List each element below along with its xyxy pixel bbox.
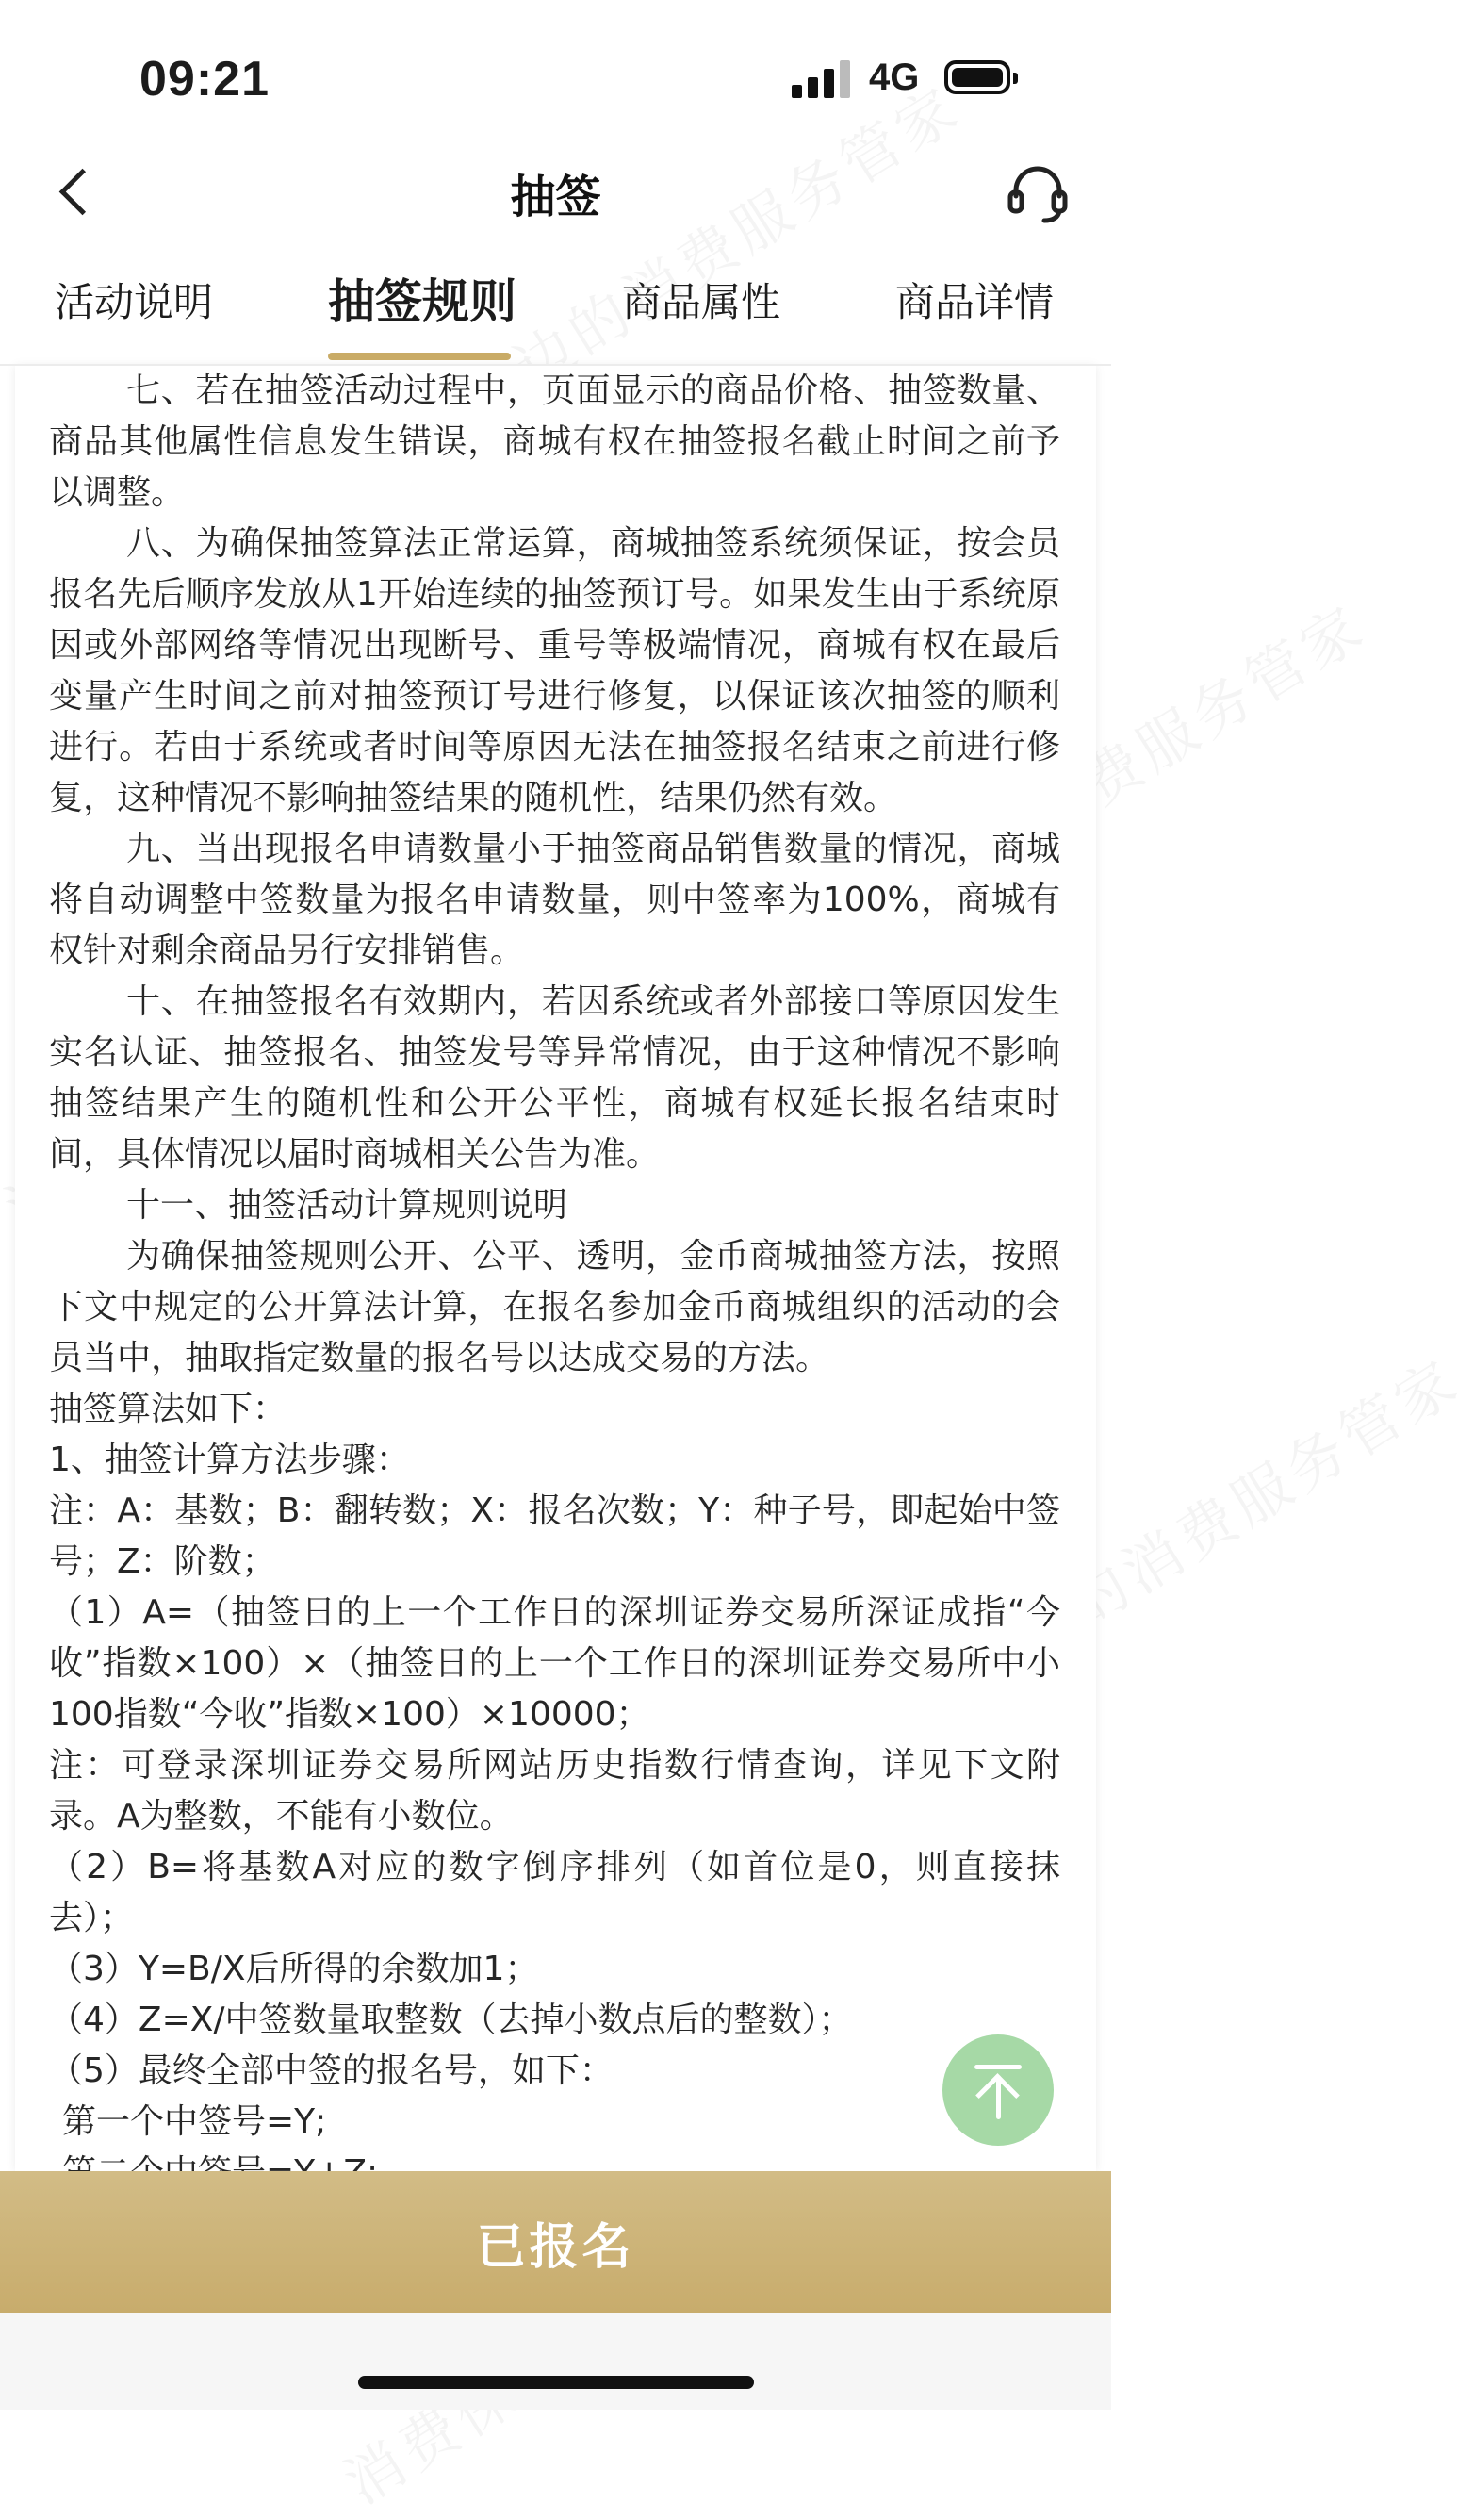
headset-icon xyxy=(1003,158,1073,228)
step1-heading: 1、抽签计算方法步骤： xyxy=(49,1441,410,1479)
rule-paragraph-7: 七、若在抽签活动过程中，页面显示的商品价格、抽签数量、商品其他属性信息发生错误，商城有权在抽签报名截止时间之前予以调整。 xyxy=(49,371,1060,512)
rule-paragraph-9: 九、当出现报名申请数量小于抽签商品销售数量的情况，商城将自动调整中签数量为报名申请数量，则中签率为100%，商城有权针对剩余商品另行安排销售。 xyxy=(49,830,1060,970)
tab-activity-description[interactable]: 活动说明 xyxy=(55,279,214,325)
navigation-bar xyxy=(0,141,1111,236)
tab-product-attributes[interactable]: 商品属性 xyxy=(622,279,781,325)
formula-5: （5）最终全部中签的报名号，如下： xyxy=(49,2051,614,2090)
cellular-signal-icon xyxy=(792,60,850,98)
active-tab-indicator xyxy=(328,353,511,360)
formula-2: （2）B=将基数A对应的数字倒序排列（如首位是0，则直接抹去）； xyxy=(49,1848,1060,1937)
algorithm-heading: 抽签算法如下： xyxy=(49,1390,287,1428)
tab-lottery-rules[interactable]: 抽签规则 xyxy=(328,274,516,329)
formula-1: （1）A=（抽签日的上一个工作日的深圳证券交易所深证成指“今收”指数×100）×（抽签日的上一个工作日的深圳证券交易所中小100指数“今收”指数×100）×10000； xyxy=(49,1593,1060,1734)
home-indicator[interactable] xyxy=(358,2376,754,2389)
variables-note: 注：A：基数；B：翻转数；X：报名次数；Y：种子号，即起始中签号；Z：阶数； xyxy=(49,1491,1060,1581)
registered-button-label: 已报名 xyxy=(476,2218,635,2276)
rule-paragraph-12: 为确保抽签规则公开、公平、透明，金币商城抽签方法，按照下文中规定的公开算法计算，在报名参加金币商城组织的活动的会员当中，抽取指定数量的报名号以达成交易的方法。 xyxy=(49,1237,1060,1377)
rule-paragraph-8: 八、为确保抽签算法正常运算，商城抽签系统须保证，按会员报名先后顺序发放从1开始连续的抽签预订号。如果发生由于系统原因或外部网络等情况出现断号、重号等极端情况，商城有权在最后变量产生时间之前对抽签预订号进行修复，以保证该次抽签的顺利进行。若由于系统或者时间等原因无法在抽签报名结束之前进行修复，这种情况不影响抽签结果的随机性，结果仍然有效。 xyxy=(49,524,1060,817)
formula-4: （4）Z=X/中签数量取整数（去掉小数点后的整数）； xyxy=(49,2001,853,2039)
index-note: 注：可登录深圳证券交易所网站历史指数行情查询，详见下文附录。A为整数，不能有小数位。 xyxy=(49,1746,1060,1836)
battery-icon xyxy=(944,60,1010,94)
rule-paragraph-11: 十一、抽签活动计算规则说明 xyxy=(126,1186,568,1225)
back-to-top-button[interactable] xyxy=(942,2034,1054,2146)
tab-bar xyxy=(0,262,1111,366)
status-time: 09:21 xyxy=(139,52,270,107)
customer-service-button[interactable] xyxy=(1003,158,1073,228)
winning-number-1: 第一个中签号=Y; xyxy=(62,2102,327,2141)
network-type: 4G xyxy=(869,57,920,98)
rules-content-panel[interactable] xyxy=(15,366,1096,2171)
rule-paragraph-10: 十、在抽签报名有效期内，若因系统或者外部接口等原因发生实名认证、抽签报名、抽签发号等异常情况，由于这种情况不影响抽签结果产生的随机性和公开公平性，商城有权延长报名结束时间，具体情况以届时商城相关公告为准。 xyxy=(49,982,1060,1174)
home-indicator-area xyxy=(0,2313,1111,2410)
formula-3: （3）Y=B/X后所得的余数加1； xyxy=(49,1950,539,1988)
tab-product-details[interactable]: 商品详情 xyxy=(895,279,1055,325)
page-title: 抽签 xyxy=(510,171,601,223)
status-bar xyxy=(0,0,1111,160)
registered-button[interactable] xyxy=(0,2171,1111,2313)
